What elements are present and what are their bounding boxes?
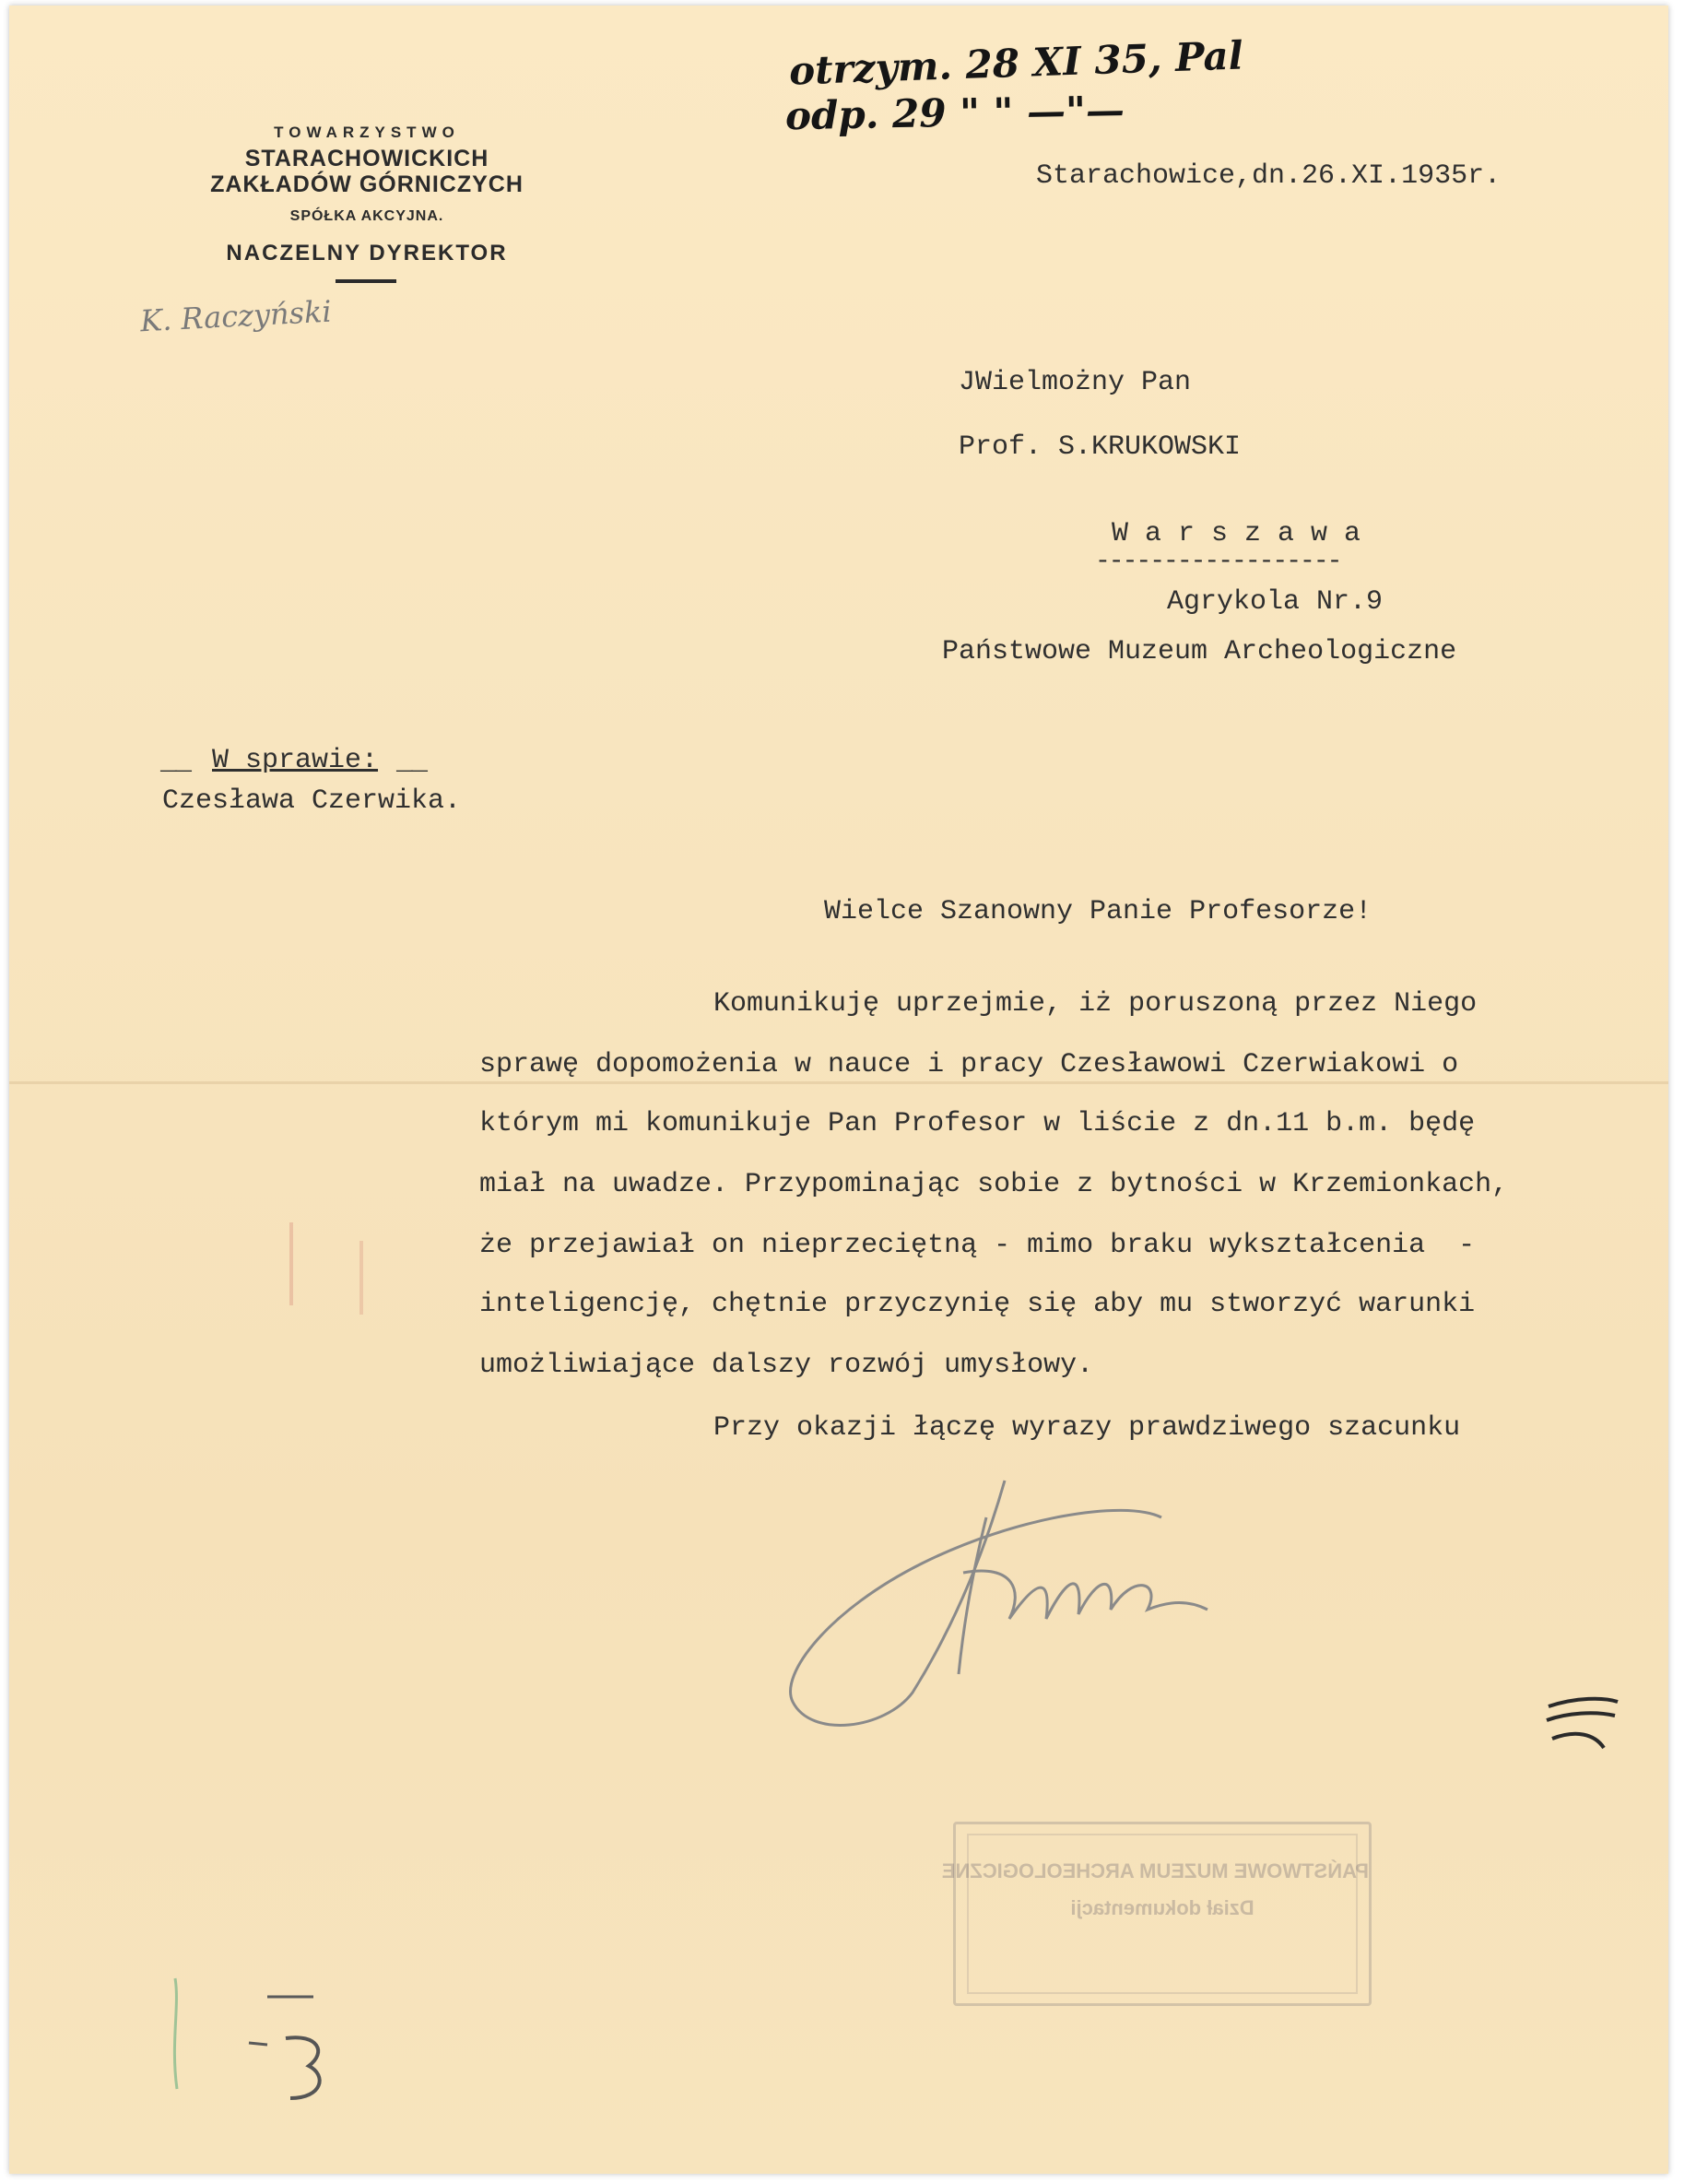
letterhead-line-2: STARACHOWICKICH [244, 146, 489, 171]
closing-line: Przy okazji łączę wyrazy prawdziwego szacunku [713, 1412, 1461, 1444]
letterhead-line-4: SPÓŁKA AKCYJNA. [289, 208, 444, 224]
pencil-signature [774, 1462, 1309, 1739]
date-line: Starachowice,dn.26.XI.1935r. [1036, 160, 1502, 192]
fold-line [9, 1081, 1668, 1084]
faint-red-mark-2 [359, 1241, 363, 1315]
body-line-2: sprawę dopomożenia w nauce i pracy Czesławowi Czerwiakowi o [479, 1049, 1459, 1080]
body-line-7: umożliwiające dalszy rozwój umysłowy. [479, 1350, 1094, 1381]
subject-value: Czesława Czerwika. [162, 785, 462, 817]
recipient-city: W a r s z a w a [1112, 518, 1361, 549]
handwritten-reply-note: odp. 29 " " —"— [784, 87, 1125, 139]
salutation: Wielce Szanowny Panie Profesorze! [824, 896, 1372, 927]
recipient-honorific: JWielmożny Pan [959, 367, 1192, 398]
body-line-5: że przejawiał on nieprzeciętną - mimo braku wykształcenia - [479, 1230, 1476, 1261]
pencil-margin-name: K. Raczyński [139, 293, 333, 339]
body-line-3: którym mi komunikuje Pan Profesor w liście z dn.11 b.m. będę [479, 1108, 1476, 1139]
body-line-1: Komunikuję uprzejmie, iż poruszoną przez Niego [713, 988, 1478, 1020]
recipient-institution: Państwowe Muzeum Archeologiczne [942, 636, 1457, 667]
letterhead-line-3: ZAKŁADÓW GÓRNICZYCH [210, 171, 524, 197]
handwritten-received-note: otrzym. 28 XI 35, Pal [788, 32, 1244, 94]
stamp-line-2: Dział dokumentacji [1070, 1896, 1254, 1919]
stamp-line-1: PAŃSTWOWE MUZEUM ARCHEOLOGICZNE [941, 1859, 1369, 1882]
subject-label: W sprawie: [212, 745, 379, 776]
faint-red-mark-1 [289, 1222, 293, 1305]
letterhead-title: NACZELNY DYREKTOR [226, 241, 508, 266]
body-line-4: miał na uwadze. Przypominając sobie z bytności w Krzemionkach, [479, 1169, 1509, 1200]
body-line-6: inteligencję, chętnie przyczynię się aby mu stworzyć warunki [479, 1289, 1476, 1320]
recipient-street: Agrykola Nr.9 [1167, 586, 1384, 618]
museum-stamp [941, 1822, 1372, 2006]
bottom-left-marks [157, 1969, 396, 2117]
subject-label-dashes-left: __ [160, 747, 191, 778]
ink-margin-mark [1539, 1693, 1622, 1757]
letterhead-divider [336, 279, 396, 283]
recipient-name: Prof. S.KRUKOWSKI [959, 431, 1242, 463]
letter-page [9, 6, 1668, 2174]
letterhead-line-1: TOWARZYSTWO [274, 124, 460, 141]
city-underline: ------------------ [1095, 548, 1341, 576]
subject-label-dashes-right: __ [396, 747, 427, 778]
